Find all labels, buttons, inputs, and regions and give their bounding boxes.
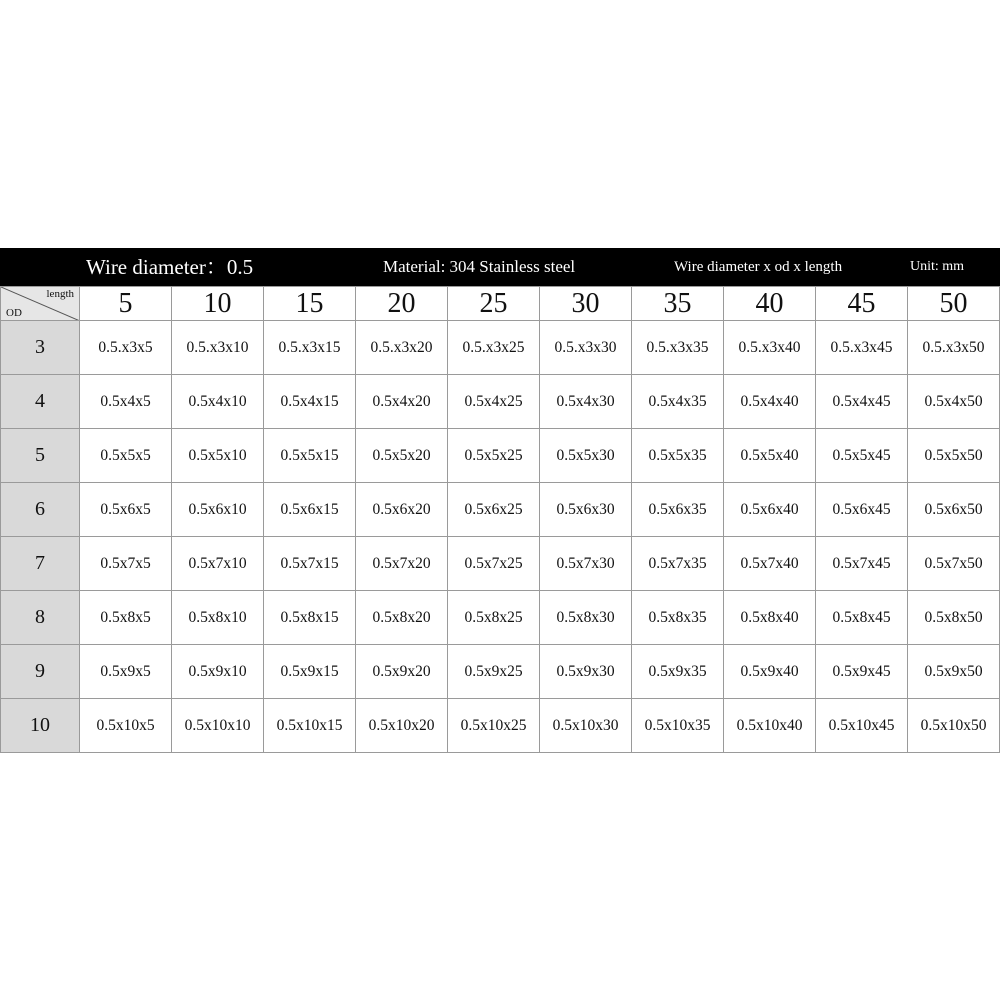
size-table xyxy=(0,286,1000,753)
size-cell: 0.5x5x35 xyxy=(632,429,724,483)
size-cell: 0.5x7x40 xyxy=(724,537,816,591)
corner-od-label: OD xyxy=(6,307,22,319)
size-cell: 0.5x8x35 xyxy=(632,591,724,645)
size-cell: 0.5x9x30 xyxy=(540,645,632,699)
size-cell: 0.5x7x25 xyxy=(448,537,540,591)
size-cell: 0.5x6x25 xyxy=(448,483,540,537)
size-cell: 0.5x8x25 xyxy=(448,591,540,645)
size-cell: 0.5x9x5 xyxy=(80,645,172,699)
size-cell: 0.5x10x35 xyxy=(632,699,724,753)
size-cell: 0.5x6x35 xyxy=(632,483,724,537)
size-cell: 0.5x10x40 xyxy=(724,699,816,753)
unit-label: Unit: mm xyxy=(910,259,965,274)
od-cell: 5 xyxy=(1,429,80,483)
size-cell: 0.5x7x15 xyxy=(264,537,356,591)
size-cell: 0.5x9x35 xyxy=(632,645,724,699)
size-cell: 0.5x10x15 xyxy=(264,699,356,753)
size-cell: 0.5x8x20 xyxy=(356,591,448,645)
size-cell: 0.5x6x20 xyxy=(356,483,448,537)
size-cell: 0.5.x3x10 xyxy=(172,321,264,375)
size-cell: 0.5x10x20 xyxy=(356,699,448,753)
size-cell: 0.5x9x25 xyxy=(448,645,540,699)
table-row xyxy=(1,537,1000,591)
od-cell: 10 xyxy=(1,699,80,753)
size-cell: 0.5.x3x20 xyxy=(356,321,448,375)
size-cell: 0.5x8x40 xyxy=(724,591,816,645)
length-header-cell: 45 xyxy=(816,287,908,321)
size-cell: 0.5x4x25 xyxy=(448,375,540,429)
size-cell: 0.5x7x5 xyxy=(80,537,172,591)
size-cell: 0.5x10x5 xyxy=(80,699,172,753)
table-row xyxy=(1,429,1000,483)
od-cell: 6 xyxy=(1,483,80,537)
size-cell: 0.5x10x50 xyxy=(908,699,1000,753)
size-cell: 0.5.x3x50 xyxy=(908,321,1000,375)
size-cell: 0.5x4x30 xyxy=(540,375,632,429)
table-row xyxy=(1,483,1000,537)
od-cell: 8 xyxy=(1,591,80,645)
size-cell: 0.5x9x10 xyxy=(172,645,264,699)
size-cell: 0.5x9x45 xyxy=(816,645,908,699)
size-cell: 0.5x6x40 xyxy=(724,483,816,537)
length-header-row xyxy=(1,287,1000,321)
size-cell: 0.5.x3x35 xyxy=(632,321,724,375)
size-cell: 0.5x6x5 xyxy=(80,483,172,537)
size-cell: 0.5x5x45 xyxy=(816,429,908,483)
od-cell: 7 xyxy=(1,537,80,591)
length-header-cell: 35 xyxy=(632,287,724,321)
size-cell: 0.5x8x5 xyxy=(80,591,172,645)
length-header-cell: 30 xyxy=(540,287,632,321)
size-cell: 0.5.x3x40 xyxy=(724,321,816,375)
size-cell: 0.5x4x5 xyxy=(80,375,172,429)
length-header-cell: 20 xyxy=(356,287,448,321)
size-cell: 0.5x10x45 xyxy=(816,699,908,753)
size-cell: 0.5x9x50 xyxy=(908,645,1000,699)
length-header-cell: 15 xyxy=(264,287,356,321)
corner-cell xyxy=(1,287,80,321)
size-cell: 0.5.x3x45 xyxy=(816,321,908,375)
size-cell: 0.5x4x10 xyxy=(172,375,264,429)
material-label: Material: 304 Stainless steel xyxy=(383,257,576,276)
od-cell: 3 xyxy=(1,321,80,375)
size-cell: 0.5x4x20 xyxy=(356,375,448,429)
size-cell: 0.5x10x25 xyxy=(448,699,540,753)
table-row xyxy=(1,699,1000,753)
size-cell: 0.5x8x45 xyxy=(816,591,908,645)
od-cell: 4 xyxy=(1,375,80,429)
size-cell: 0.5x6x10 xyxy=(172,483,264,537)
size-cell: 0.5x5x20 xyxy=(356,429,448,483)
size-cell: 0.5x7x10 xyxy=(172,537,264,591)
size-cell: 0.5x5x50 xyxy=(908,429,1000,483)
size-table-body xyxy=(1,321,1000,753)
size-cell: 0.5x9x40 xyxy=(724,645,816,699)
size-cell: 0.5x7x45 xyxy=(816,537,908,591)
size-cell: 0.5x8x50 xyxy=(908,591,1000,645)
length-header-cell: 50 xyxy=(908,287,1000,321)
size-cell: 0.5x4x15 xyxy=(264,375,356,429)
size-cell: 0.5.x3x25 xyxy=(448,321,540,375)
size-cell: 0.5x6x15 xyxy=(264,483,356,537)
size-cell: 0.5x8x30 xyxy=(540,591,632,645)
table-row xyxy=(1,321,1000,375)
size-cell: 0.5.x3x30 xyxy=(540,321,632,375)
size-cell: 0.5x6x45 xyxy=(816,483,908,537)
size-cell: 0.5x4x35 xyxy=(632,375,724,429)
size-cell: 0.5x10x10 xyxy=(172,699,264,753)
size-cell: 0.5x10x30 xyxy=(540,699,632,753)
size-formula-label: Wire diameter x od x length xyxy=(674,259,843,275)
length-header-cell: 25 xyxy=(448,287,540,321)
wire-diameter-title: Wire diameter：0.5 xyxy=(86,255,254,279)
size-cell: 0.5x8x10 xyxy=(172,591,264,645)
size-cell: 0.5x7x35 xyxy=(632,537,724,591)
size-cell: 0.5x5x40 xyxy=(724,429,816,483)
size-cell: 0.5x9x15 xyxy=(264,645,356,699)
size-cell: 0.5x8x15 xyxy=(264,591,356,645)
size-cell: 0.5x6x30 xyxy=(540,483,632,537)
size-cell: 0.5x7x50 xyxy=(908,537,1000,591)
size-cell: 0.5x5x25 xyxy=(448,429,540,483)
size-cell: 0.5.x3x5 xyxy=(80,321,172,375)
length-header-cell: 10 xyxy=(172,287,264,321)
corner-length-label: length xyxy=(46,288,74,300)
size-cell: 0.5x9x20 xyxy=(356,645,448,699)
size-cell: 0.5x4x45 xyxy=(816,375,908,429)
size-cell: 0.5x5x30 xyxy=(540,429,632,483)
header-bar xyxy=(0,248,1000,286)
size-cell: 0.5x5x5 xyxy=(80,429,172,483)
size-cell: 0.5x7x20 xyxy=(356,537,448,591)
length-header-cell: 40 xyxy=(724,287,816,321)
table-row xyxy=(1,375,1000,429)
size-cell: 0.5x4x50 xyxy=(908,375,1000,429)
size-cell: 0.5x5x10 xyxy=(172,429,264,483)
size-cell: 0.5x4x40 xyxy=(724,375,816,429)
table-row xyxy=(1,645,1000,699)
length-header-cell: 5 xyxy=(80,287,172,321)
od-cell: 9 xyxy=(1,645,80,699)
size-cell: 0.5x5x15 xyxy=(264,429,356,483)
size-cell: 0.5x7x30 xyxy=(540,537,632,591)
table-row xyxy=(1,591,1000,645)
size-cell: 0.5x6x50 xyxy=(908,483,1000,537)
size-cell: 0.5.x3x15 xyxy=(264,321,356,375)
